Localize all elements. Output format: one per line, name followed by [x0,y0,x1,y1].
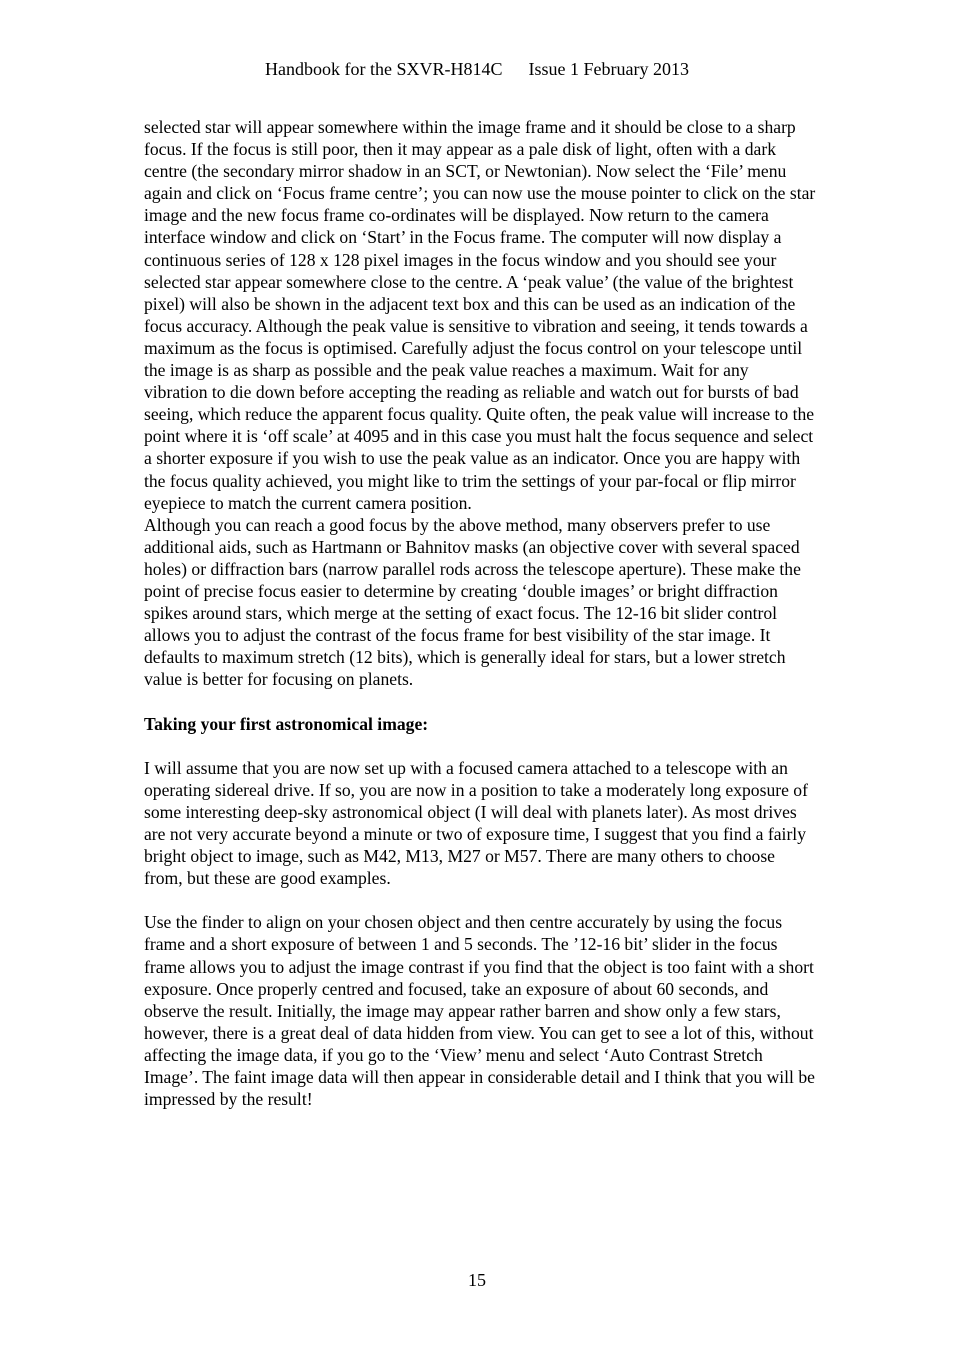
body-paragraph-focus-procedure: selected star will appear somewhere within the image frame and it should be close to a sharp focus. If the focus is still poor, then it may appear as a pale disk of light, often with a dark centre (the secondary mirror shadow in an SCT, or Newtonian). Now select the ‘File’ menu again and click on ‘Focus frame centre’; you can now use the mouse pointer to click on the star image and the new focus frame co-ordinates will be displayed. Now return to the camera interface window and click on ‘Start’ in the Focus frame. The computer will now display a continuous series of 128 x 128 pixel images in the focus window and you should see your selected star appear somewhere close to the centre. A ‘peak value’ (the value of the brightest pixel) will also be shown in the adjacent text box and this can be used as an indication of the focus accuracy. Although the peak value is sensitive to vibration and seeing, it tends towards a maximum as the focus is optimised. Carefully adjust the focus control on your telescope until the image is as sharp as possible and the peak value reaches a maximum. Wait for any vibration to die down before accepting the reading as reliable and watch out for bursts of bad seeing, which reduce the apparent focus quality. Quite often, the peak value will increase to the point where it is ‘off scale’ at 4095 and in this case you must halt the focus sequence and select a shorter exposure if you wish to use the peak value as an indicator. Once you are happy with the focus quality achieved, you might like to trim the settings of your par-focal or flip mirror eyepiece to match the current camera position. [144,117,816,513]
page-header [0,58,954,80]
section-heading: Taking your first astronomical image: [144,713,429,734]
page-number: 15 [468,1270,486,1290]
document-title: Handbook for the SXVR-H814C [265,59,503,79]
page-body [144,116,816,1110]
body-paragraph-focus-aids: Although you can reach a good focus by the above method, many observers prefer to use additional aids, such as Hartmann or Bahnitov masks (an objective cover with several spaced holes) or diffraction bars (narrow parallel rods across the telescope aperture). These make the point of precise focus easier to determine by creating ‘double images’ or bright diffraction spikes around stars, which merge at the setting of exact focus. The 12-16 bit slider control allows you to adjust the contrast of the focus frame for best visibility of the star image. It defaults to maximum stretch (12 bits), which is generally ideal for stars, but a lower stretch value is better for focusing on planets. [144,514,801,690]
document-issue: Issue 1 February 2013 [528,59,689,79]
body-paragraph-first-image: I will assume that you are now set up with a focused camera attached to a telescope with an operating sidereal drive. If so, you are now in a position to take a moderately long exposure of some interesting deep-sky astronomical object (I will deal with planets later). As most drives are not very accurate beyond a minute or two of exposure time, I suggest that you find a fairly bright object to image, such as M42, M13, M27 or M57. There are many others to choose from, but these are good examples. [144,757,808,889]
body-paragraph-exposure: Use the finder to align on your chosen object and then centre accurately by using the focus frame and a short exposure of between 1 and 5 seconds. The ’12-16 bit’ slider in the focus frame allows you to adjust the image contrast if you find that the object is too faint with a short exposure. Once properly centred and focused, take an exposure of about 60 seconds, and observe the result. Initially, the image may appear rather barren and show only a few stars, however, there is a great deal of data hidden from view. You can get to see a lot of this, without affecting the image data, if you go to the ‘View’ menu and select ‘Auto Contrast Stretch Image’. The faint image data will then appear in considerable detail and I think that you will be impressed by the result! [144,912,815,1110]
